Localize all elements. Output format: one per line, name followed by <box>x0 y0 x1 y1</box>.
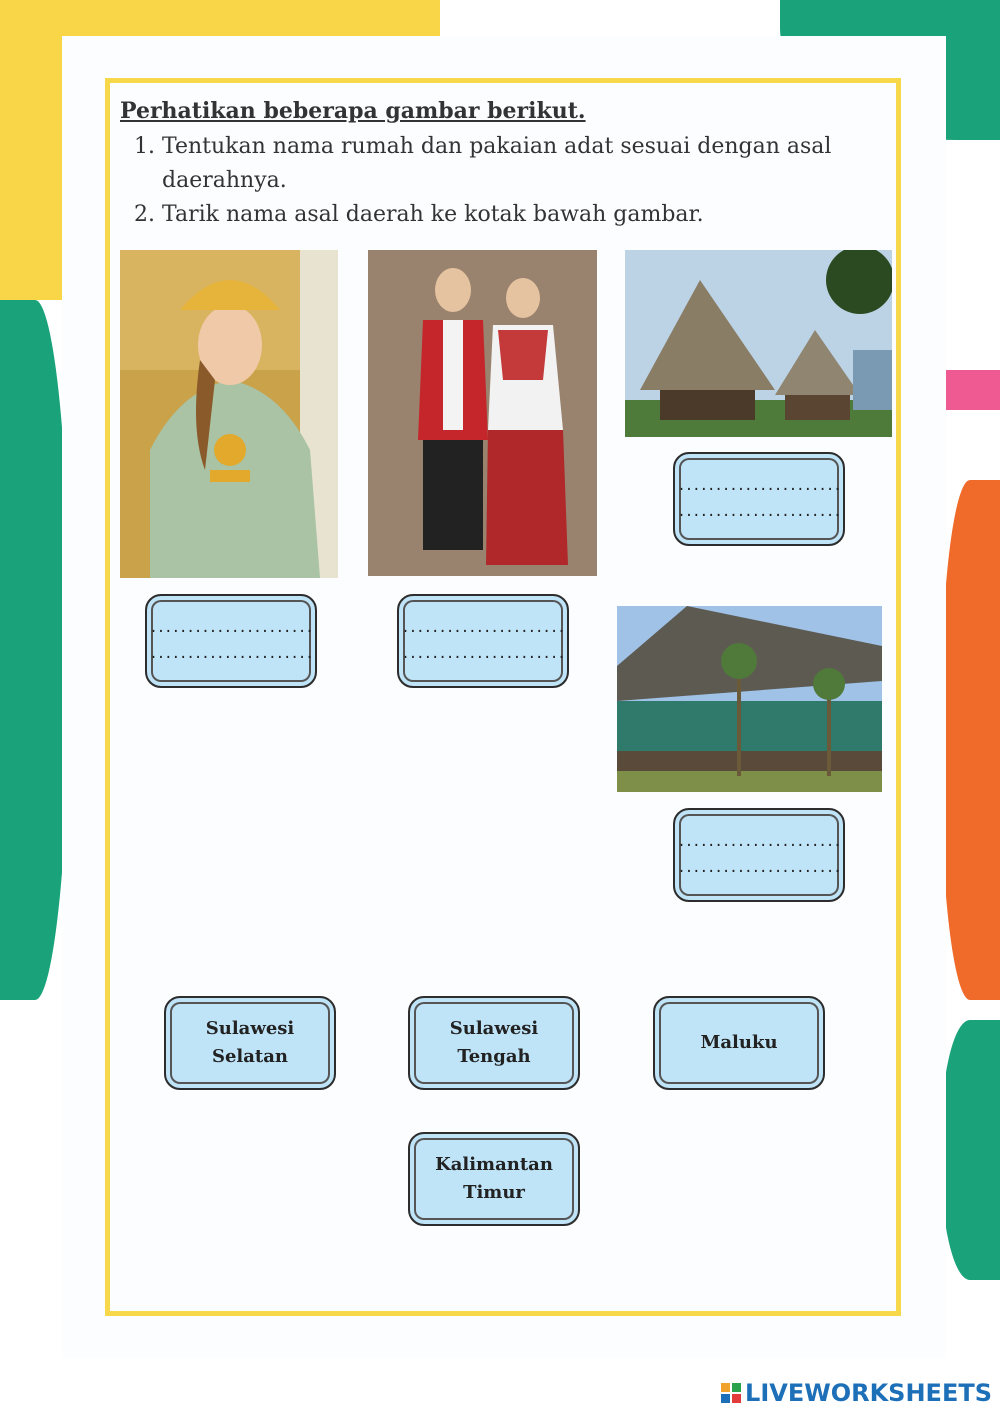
answer-line: ...................... <box>149 646 313 662</box>
draggable-label-sulawesi-tengah[interactable] <box>408 996 580 1090</box>
answer-line: ...................... <box>677 504 841 520</box>
instruction-step-2: 2. Tarik nama asal daerah ke kotak bawah gambar. <box>162 198 880 232</box>
instruction-step-1: 1. Tentukan nama rumah dan pakaian adat sesuai dengan asal daerahnya. <box>162 130 880 198</box>
answer-line: ...................... <box>677 834 841 850</box>
answer-box-photo-1[interactable] <box>145 594 317 688</box>
photo-couple-red-costume <box>368 250 597 576</box>
photo-long-wooden-house <box>617 606 882 792</box>
answer-line: ...................... <box>401 646 565 662</box>
answer-box-photo-3[interactable] <box>673 452 845 546</box>
label-line: Timur <box>463 1182 525 1203</box>
label-line: Sulawesi <box>449 1018 539 1039</box>
label-line: Kalimantan <box>435 1154 553 1175</box>
label-line: Selatan <box>211 1046 288 1067</box>
photo-woman-traditional-dress <box>120 250 338 578</box>
background-green-shape-left <box>0 300 70 1000</box>
label-line: Sulawesi <box>205 1018 295 1039</box>
background-green-shape-bottom <box>940 1020 1000 1280</box>
answer-line: ...................... <box>149 620 313 636</box>
label-line: Tengah <box>457 1046 531 1067</box>
brand-name: LIVEWORKSHEETS <box>745 1379 992 1407</box>
label-line: Maluku <box>700 1032 778 1053</box>
instructions-list <box>120 130 880 232</box>
liveworksheets-brand[interactable] <box>721 1379 992 1407</box>
answer-box-photo-2[interactable] <box>397 594 569 688</box>
instructions-heading: Perhatikan beberapa gambar berikut. <box>120 98 586 124</box>
background-orange-shape <box>940 480 1000 1000</box>
answer-line: ...................... <box>677 860 841 876</box>
answer-line: ...................... <box>677 478 841 494</box>
draggable-label-sulawesi-selatan[interactable] <box>164 996 336 1090</box>
background-pink-stripe <box>945 370 1000 410</box>
instructions <box>120 98 880 232</box>
draggable-label-kalimantan-timur[interactable] <box>408 1132 580 1226</box>
draggable-label-maluku[interactable] <box>653 996 825 1090</box>
photo-thatched-house <box>625 250 892 437</box>
liveworksheets-logo-icon <box>721 1383 741 1403</box>
answer-box-photo-4[interactable] <box>673 808 845 902</box>
answer-line: ...................... <box>401 620 565 636</box>
